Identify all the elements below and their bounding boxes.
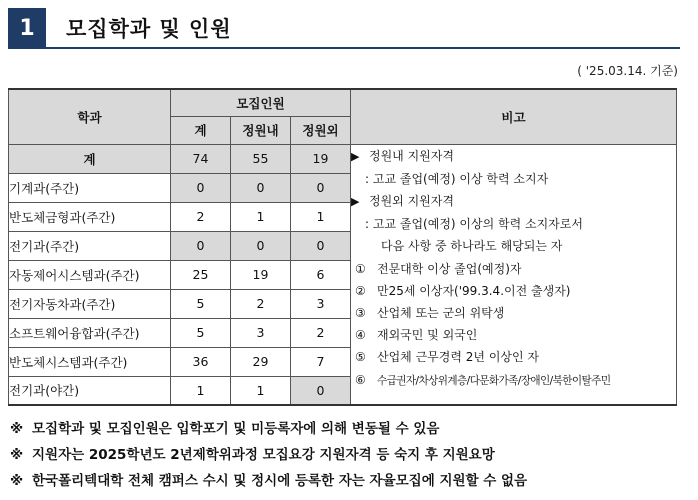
remark-item: ④ 재외국민 및 외국인	[355, 328, 478, 343]
header-within: 정원내	[231, 116, 291, 144]
remark-outside-desc2: 다음 사항 중 하나라도 해당되는 자	[381, 239, 563, 254]
total-sum: 74	[171, 144, 231, 173]
reference-mark-icon: ※	[10, 421, 24, 437]
reference-mark-icon: ※	[10, 447, 24, 463]
arrow-right-icon: ▶	[351, 149, 360, 163]
dept-name: 전기과(야간)	[9, 376, 171, 405]
dept-name: 기계과(주간)	[9, 173, 171, 202]
reference-mark-icon: ※	[10, 473, 24, 489]
header-dept: 학과	[9, 89, 171, 144]
remarks-cell	[351, 144, 677, 405]
count-outside: 3	[291, 289, 351, 318]
header-remarks: 비고	[351, 89, 677, 144]
header-total: 계	[171, 116, 231, 144]
remark-outside-title: ▶ 정원외 지원자격	[351, 190, 676, 213]
dept-name: 전기과(주간)	[9, 231, 171, 260]
section-number: 1	[8, 8, 46, 48]
header-recruit: 모집인원	[171, 89, 351, 116]
note-item: ※ 한국폴리텍대학 전체 캠퍼스 수시 및 정시에 등록한 자는 자율모집에 지원할 수 없음	[10, 468, 527, 494]
remark-within-desc: : 고교 졸업(예정) 이상 학력 소지자	[365, 171, 549, 186]
remark-outside-desc1: : 고교 졸업(예정) 이상의 학력 소지자로서	[365, 217, 583, 232]
count-total: 25	[171, 260, 231, 289]
count-outside: 6	[291, 260, 351, 289]
dept-name: 전기자동차과(주간)	[9, 289, 171, 318]
recruitment-table	[8, 88, 677, 406]
remark-item: ⑤ 산업체 근무경력 2년 이상인 자	[355, 350, 539, 365]
count-outside: 2	[291, 318, 351, 347]
arrow-right-icon: ▶	[351, 194, 360, 208]
dept-name: 반도체시스템과(주간)	[9, 347, 171, 376]
count-within: 29	[231, 347, 291, 376]
count-outside: 0	[291, 173, 351, 202]
count-within: 0	[231, 173, 291, 202]
count-within: 3	[231, 318, 291, 347]
count-total: 36	[171, 347, 231, 376]
count-total: 5	[171, 318, 231, 347]
count-within: 0	[231, 231, 291, 260]
count-total: 2	[171, 202, 231, 231]
count-within: 1	[231, 376, 291, 405]
header-outside: 정원외	[291, 116, 351, 144]
reference-date: ( '25.03.14. 기준)	[577, 64, 678, 78]
dept-name: 반도체금형과(주간)	[9, 202, 171, 231]
count-outside: 1	[291, 202, 351, 231]
remark-item: ① 전문대학 이상 졸업(예정)자	[355, 261, 522, 276]
total-label: 계	[9, 144, 171, 173]
dept-name: 소프트웨어융합과(주간)	[9, 318, 171, 347]
count-outside: 0	[291, 231, 351, 260]
count-outside: 7	[291, 347, 351, 376]
remark-item: ⑥ 수급권자/차상위계층/다문화가족/장애인/북한이탈주민	[355, 372, 611, 387]
section-title: 모집학과 및 인원	[66, 17, 232, 41]
remark-item: ② 만25세 이상자('99.3.4.이전 출생자)	[355, 283, 571, 298]
count-total: 0	[171, 231, 231, 260]
count-total: 1	[171, 376, 231, 405]
note-item: ※ 모집학과 및 모집인원은 입학포기 및 미등록자에 의해 변동될 수 있음	[10, 416, 527, 442]
count-within: 1	[231, 202, 291, 231]
header-rule	[8, 47, 680, 49]
note-item: ※ 지원자는 2025학년도 2년제학위과정 모집요강 지원자격 등 숙지 후 지원요망	[10, 442, 527, 468]
total-outside: 19	[291, 144, 351, 173]
remark-within-title: ▶ 정원내 지원자격	[351, 145, 676, 168]
total-row	[9, 144, 677, 173]
notes	[10, 416, 527, 494]
total-within: 55	[231, 144, 291, 173]
count-within: 2	[231, 289, 291, 318]
count-outside: 0	[291, 376, 351, 405]
dept-name: 자동제어시스템과(주간)	[9, 260, 171, 289]
count-within: 19	[231, 260, 291, 289]
section-header	[8, 8, 680, 48]
count-total: 5	[171, 289, 231, 318]
count-total: 0	[171, 173, 231, 202]
remark-item: ③ 산업체 또는 군의 위탁생	[355, 305, 505, 320]
